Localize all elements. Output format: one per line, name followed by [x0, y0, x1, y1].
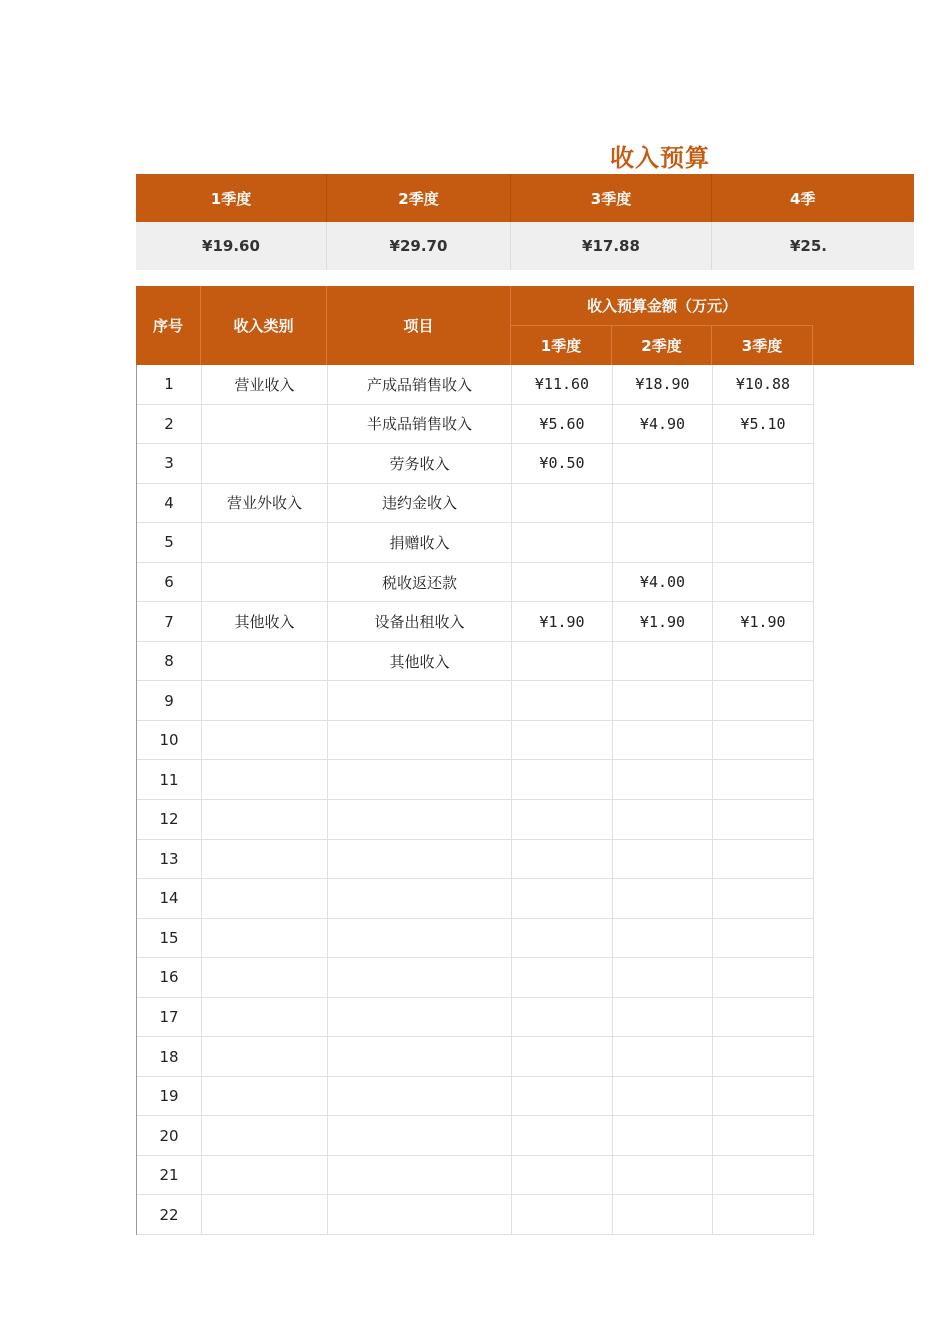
cell-q1[interactable]	[512, 1116, 613, 1155]
cell-q3[interactable]	[713, 1156, 814, 1195]
cell-q3[interactable]: ¥1.90	[713, 602, 814, 641]
cell-seq[interactable]: 19	[137, 1077, 202, 1116]
cell-item[interactable]	[328, 1116, 512, 1155]
cell-category[interactable]	[202, 405, 328, 444]
cell-item[interactable]	[328, 800, 512, 839]
quarter-summary	[136, 174, 914, 270]
cell-q3[interactable]	[713, 563, 814, 602]
summary-value-q2[interactable]: ¥29.70	[327, 222, 511, 270]
cell-seq[interactable]: 10	[137, 721, 202, 760]
cell-seq[interactable]: 21	[137, 1156, 202, 1195]
cell-q1[interactable]	[512, 721, 613, 760]
cell-seq[interactable]: 14	[137, 879, 202, 918]
cell-category[interactable]: 营业外收入	[202, 484, 328, 523]
table-row	[137, 879, 814, 919]
cell-category[interactable]	[202, 642, 328, 681]
cell-category[interactable]	[202, 958, 328, 997]
cell-category[interactable]	[202, 998, 328, 1037]
cell-item[interactable]	[328, 958, 512, 997]
table-row	[137, 563, 814, 603]
cell-q1[interactable]: ¥5.60	[512, 405, 613, 444]
cell-category[interactable]	[202, 800, 328, 839]
cell-category[interactable]	[202, 681, 328, 720]
cell-q1[interactable]	[512, 1195, 613, 1234]
cell-item[interactable]: 劳务收入	[328, 444, 512, 483]
cell-category[interactable]: 营业收入	[202, 365, 328, 404]
table-row	[137, 958, 814, 998]
table-row	[137, 1195, 814, 1235]
cell-item[interactable]	[328, 760, 512, 799]
table-row	[137, 800, 814, 840]
cell-q1[interactable]	[512, 800, 613, 839]
cell-q1[interactable]	[512, 840, 613, 879]
cell-q2[interactable]	[613, 840, 713, 879]
cell-q2[interactable]	[613, 1156, 713, 1195]
cell-q3[interactable]	[713, 840, 814, 879]
cell-item[interactable]	[328, 840, 512, 879]
cell-q2[interactable]	[613, 1195, 713, 1234]
cell-category[interactable]	[202, 721, 328, 760]
table-row	[137, 444, 814, 484]
cell-item[interactable]: 设备出租收入	[328, 602, 512, 641]
cell-q1[interactable]	[512, 1037, 613, 1076]
header-q2: 2季度	[612, 326, 712, 365]
cell-seq[interactable]: 11	[137, 760, 202, 799]
cell-category[interactable]	[202, 1195, 328, 1234]
cell-q1[interactable]: ¥11.60	[512, 365, 613, 404]
summary-header-q4: 4季	[790, 189, 816, 208]
cell-q1[interactable]	[512, 958, 613, 997]
cell-q1[interactable]	[512, 1077, 613, 1116]
cell-q3[interactable]	[713, 721, 814, 760]
cell-seq[interactable]: 5	[137, 523, 202, 562]
summary-header-row	[136, 174, 914, 222]
table-row	[137, 760, 814, 800]
cell-item[interactable]: 其他收入	[328, 642, 512, 681]
header-amount-group: 收入预算金额（万元）	[511, 286, 813, 326]
cell-seq[interactable]: 9	[137, 681, 202, 720]
cell-q2[interactable]: ¥4.90	[613, 405, 713, 444]
cell-q2[interactable]	[613, 879, 713, 918]
summary-header-q2: 2季度	[327, 174, 511, 222]
table-row	[137, 1116, 814, 1156]
cell-q1[interactable]	[512, 523, 613, 562]
cell-seq[interactable]: 15	[137, 919, 202, 958]
cell-seq[interactable]: 6	[137, 563, 202, 602]
cell-q2[interactable]	[613, 642, 713, 681]
table-row	[137, 919, 814, 959]
cell-seq[interactable]: 8	[137, 642, 202, 681]
cell-seq[interactable]: 16	[137, 958, 202, 997]
cell-q3[interactable]	[713, 1077, 814, 1116]
table-row	[137, 602, 814, 642]
cell-item[interactable]: 税收返还款	[328, 563, 512, 602]
table-row	[137, 681, 814, 721]
cell-item[interactable]	[328, 919, 512, 958]
table-row	[137, 721, 814, 761]
table-row	[137, 1077, 814, 1117]
cell-q2[interactable]	[613, 998, 713, 1037]
header-category: 收入类别	[201, 286, 327, 365]
cell-q1[interactable]	[512, 563, 613, 602]
cell-q3[interactable]	[713, 523, 814, 562]
cell-q3[interactable]	[713, 800, 814, 839]
cell-q1[interactable]	[512, 642, 613, 681]
page-title: 收入预算	[610, 144, 710, 172]
table-row	[137, 1156, 814, 1196]
cell-category[interactable]	[202, 563, 328, 602]
cell-seq[interactable]: 7	[137, 602, 202, 641]
cell-q1[interactable]	[512, 879, 613, 918]
cell-seq[interactable]: 17	[137, 998, 202, 1037]
cell-q3[interactable]	[713, 484, 814, 523]
cell-q2[interactable]	[613, 1077, 713, 1116]
cell-q2[interactable]	[613, 919, 713, 958]
table-row	[137, 1037, 814, 1077]
cell-q2[interactable]: ¥4.00	[613, 563, 713, 602]
cell-seq[interactable]: 13	[137, 840, 202, 879]
cell-q2[interactable]	[613, 958, 713, 997]
header-q3: 3季度	[712, 326, 813, 365]
cell-q1[interactable]	[512, 681, 613, 720]
table-row	[137, 998, 814, 1038]
cell-seq[interactable]: 20	[137, 1116, 202, 1155]
summary-value-q3[interactable]: ¥17.88	[511, 222, 712, 270]
cell-seq[interactable]: 4	[137, 484, 202, 523]
cell-seq[interactable]: 18	[137, 1037, 202, 1076]
cell-category[interactable]	[202, 879, 328, 918]
cell-seq[interactable]: 2	[137, 405, 202, 444]
cell-q2[interactable]: ¥18.90	[613, 365, 713, 404]
cell-q3[interactable]	[713, 879, 814, 918]
cell-q2[interactable]	[613, 721, 713, 760]
cell-category[interactable]	[202, 840, 328, 879]
cell-seq[interactable]: 3	[137, 444, 202, 483]
table-row	[137, 484, 814, 524]
cell-category[interactable]: 其他收入	[202, 602, 328, 641]
cell-q1[interactable]	[512, 1156, 613, 1195]
cell-item[interactable]: 捐赠收入	[328, 523, 512, 562]
cell-category[interactable]	[202, 919, 328, 958]
summary-value-row	[136, 222, 914, 270]
table-row	[137, 642, 814, 682]
summary-header-q3: 3季度	[511, 174, 712, 222]
cell-category[interactable]	[202, 1156, 328, 1195]
cell-category[interactable]	[202, 1037, 328, 1076]
cell-item[interactable]	[328, 1195, 512, 1234]
cell-q2[interactable]	[613, 681, 713, 720]
cell-q1[interactable]	[512, 484, 613, 523]
cell-item[interactable]: 半成品销售收入	[328, 405, 512, 444]
cell-q2[interactable]	[613, 760, 713, 799]
cell-q1[interactable]: ¥0.50	[512, 444, 613, 483]
table-body	[136, 365, 814, 1235]
table-row	[137, 405, 814, 445]
cell-q3[interactable]	[713, 1116, 814, 1155]
cell-q2[interactable]	[613, 444, 713, 483]
cell-q2[interactable]	[613, 1116, 713, 1155]
cell-item[interactable]: 违约金收入	[328, 484, 512, 523]
cell-q3[interactable]	[713, 681, 814, 720]
cell-category[interactable]	[202, 523, 328, 562]
cell-q3[interactable]	[713, 642, 814, 681]
cell-q2[interactable]	[613, 484, 713, 523]
cell-q3[interactable]	[713, 1195, 814, 1234]
cell-q3[interactable]	[713, 444, 814, 483]
summary-header-q1: 1季度	[136, 174, 327, 222]
cell-item[interactable]: 产成品销售收入	[328, 365, 512, 404]
header-q1: 1季度	[511, 326, 612, 365]
cell-q3[interactable]	[713, 998, 814, 1037]
cell-q1[interactable]	[512, 760, 613, 799]
cell-q2[interactable]	[613, 523, 713, 562]
cell-q1[interactable]	[512, 919, 613, 958]
cell-q3[interactable]	[713, 919, 814, 958]
cell-item[interactable]	[328, 1037, 512, 1076]
cell-item[interactable]	[328, 721, 512, 760]
cell-item[interactable]	[328, 1156, 512, 1195]
cell-q3[interactable]	[713, 958, 814, 997]
cell-category[interactable]	[202, 1116, 328, 1155]
cell-category[interactable]	[202, 760, 328, 799]
cell-seq[interactable]: 22	[137, 1195, 202, 1234]
income-budget-table	[136, 286, 914, 1235]
cell-category[interactable]	[202, 1077, 328, 1116]
header-item: 项目	[327, 286, 511, 365]
table-row	[137, 523, 814, 563]
cell-q1[interactable]	[512, 998, 613, 1037]
cell-q2[interactable]: ¥1.90	[613, 602, 713, 641]
cell-q1[interactable]: ¥1.90	[512, 602, 613, 641]
cell-item[interactable]	[328, 1077, 512, 1116]
cell-q2[interactable]	[613, 1037, 713, 1076]
cell-item[interactable]	[328, 879, 512, 918]
table-row	[137, 365, 814, 405]
cell-q3[interactable]: ¥5.10	[713, 405, 814, 444]
cell-q3[interactable]	[713, 760, 814, 799]
cell-item[interactable]	[328, 998, 512, 1037]
cell-item[interactable]	[328, 681, 512, 720]
summary-value-q4[interactable]: ¥25.	[790, 237, 828, 255]
table-header	[136, 286, 914, 365]
header-seq: 序号	[136, 286, 201, 365]
cell-seq[interactable]: 1	[137, 365, 202, 404]
cell-q2[interactable]	[613, 800, 713, 839]
cell-seq[interactable]: 12	[137, 800, 202, 839]
cell-q3[interactable]: ¥10.88	[713, 365, 814, 404]
cell-q3[interactable]	[713, 1037, 814, 1076]
summary-value-q1[interactable]: ¥19.60	[136, 222, 327, 270]
cell-category[interactable]	[202, 444, 328, 483]
table-row	[137, 840, 814, 880]
